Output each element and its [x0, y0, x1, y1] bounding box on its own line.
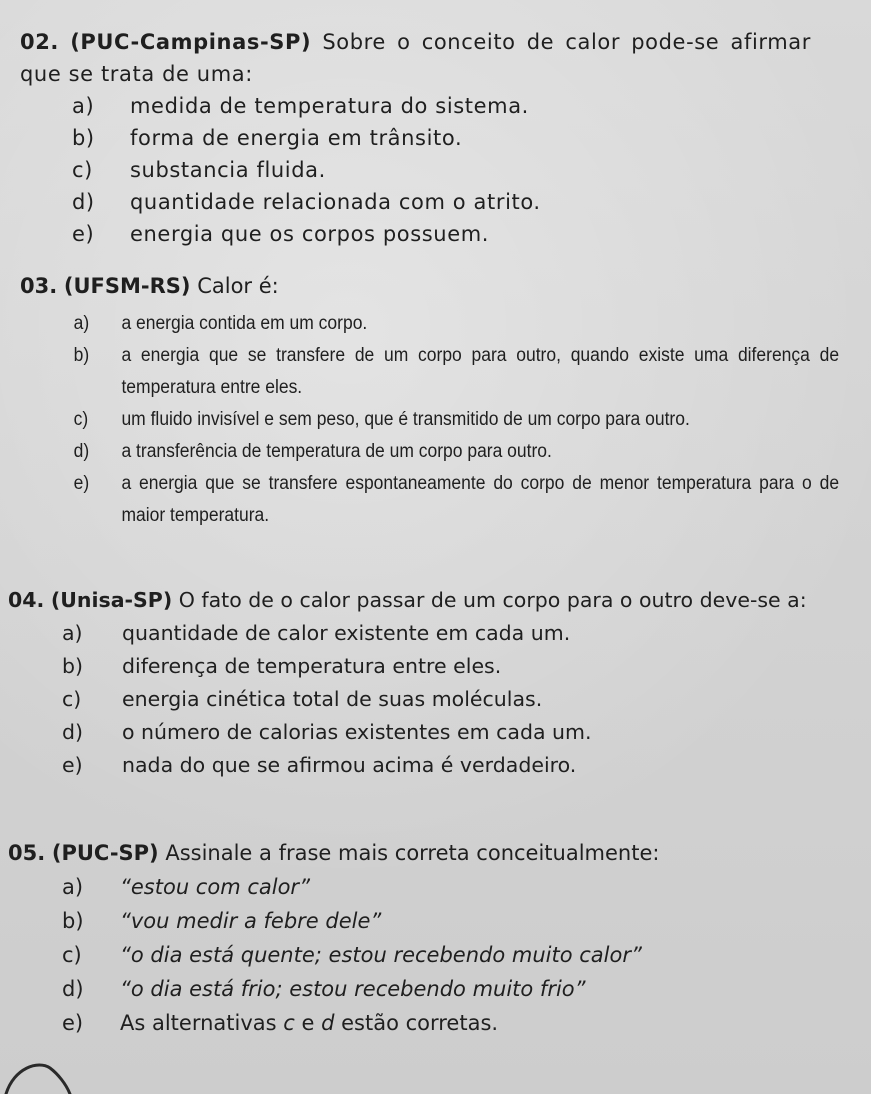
question-03: [0, 270, 871, 532]
option-a: [0, 308, 801, 340]
option-d: [0, 972, 871, 1006]
option-text: medida de temperatura do sistema.: [130, 94, 529, 118]
option-ref-d: d: [321, 1011, 335, 1035]
option-letter: a): [72, 94, 95, 118]
option-letter: b): [73, 345, 90, 366]
option-letter: c): [72, 158, 93, 182]
option-b: [0, 340, 840, 404]
option-c: [0, 683, 871, 716]
question-source: (PUC-SP): [51, 841, 159, 865]
option-letter: b): [72, 126, 95, 150]
option-text: quantidade relacionada com o atrito.: [130, 190, 541, 214]
option-e: [0, 1006, 871, 1040]
option-text-part: estão corretas.: [334, 1011, 499, 1035]
question-03-stem: [0, 270, 871, 302]
option-letter: e): [62, 1011, 84, 1035]
option-ref-c: c: [283, 1011, 295, 1035]
question-number: 04.: [8, 588, 45, 612]
partial-diagram-arc: [0, 1058, 90, 1094]
option-a: [0, 870, 871, 904]
question-number: 02.: [20, 30, 60, 54]
option-letter: d): [73, 441, 90, 462]
question-text: Sobre o conceito de calor pode-se afirmar que se trata de uma:: [20, 30, 811, 86]
question-text: Calor é:: [190, 274, 279, 298]
option-text: forma de energia em trânsito.: [130, 126, 463, 150]
option-letter: b): [62, 654, 84, 678]
option-text-part: As alternativas: [120, 1011, 284, 1035]
option-d: [0, 716, 871, 749]
option-letter: b): [62, 909, 84, 933]
question-02-stem: [0, 26, 871, 90]
option-a: [0, 617, 871, 650]
option-text: “o dia está quente; estou recebendo muito calor”: [120, 943, 642, 967]
option-text: a energia que se transfere espontaneamente do corpo de menor temperatura para o de maior temperatura.: [121, 473, 840, 526]
option-text: um fluido invisível e sem peso, que é transmitido de um corpo para outro.: [121, 409, 690, 430]
option-letter: e): [62, 753, 83, 777]
option-d: [0, 436, 801, 468]
option-b: [0, 122, 871, 154]
option-text-part: e: [294, 1011, 322, 1035]
question-source: (PUC-Campinas-SP): [70, 30, 312, 54]
option-c: [0, 404, 801, 436]
option-text: a energia contida em um corpo.: [121, 313, 368, 334]
option-letter: d): [62, 977, 84, 1001]
question-source: (UFSM-RS): [63, 274, 191, 298]
option-text: substancia fluida.: [130, 158, 326, 182]
question-text: O fato de o calor passar de um corpo para o outro deve-se a:: [172, 588, 807, 612]
option-a: [0, 90, 871, 122]
option-text: diferença de temperatura entre eles.: [122, 654, 502, 678]
option-b: [0, 904, 871, 938]
option-letter: a): [73, 313, 90, 334]
question-04: [0, 584, 871, 782]
question-05: [0, 836, 871, 1040]
option-c: [0, 154, 871, 186]
option-text: “vou medir a febre dele”: [120, 909, 382, 933]
option-letter: d): [62, 720, 84, 744]
option-text: “estou com calor”: [120, 875, 310, 899]
option-text: “o dia está frio; estou recebendo muito frio”: [120, 977, 586, 1001]
option-text: energia que os corpos possuem.: [130, 222, 490, 246]
option-text: o número de calorias existentes em cada um.: [122, 720, 592, 744]
option-text: a transferência de temperatura de um corpo para outro.: [121, 441, 552, 462]
question-04-stem: [0, 584, 871, 617]
option-e: [0, 749, 871, 782]
option-letter: c): [62, 687, 82, 711]
option-text: nada do que se afirmou acima é verdadeiro.: [122, 753, 577, 777]
question-text: Assinale a frase mais correta conceitualmente:: [158, 841, 660, 865]
option-text: energia cinética total de suas moléculas.: [122, 687, 543, 711]
option-d: [0, 186, 871, 218]
option-letter: a): [62, 875, 84, 899]
option-text: a energia que se transfere de um corpo para outro, quando existe uma diferença de temperatura entre eles.: [121, 345, 840, 398]
question-number: 03.: [20, 274, 58, 298]
option-c: [0, 938, 871, 972]
option-b: [0, 650, 871, 683]
question-05-stem: [0, 836, 871, 870]
option-letter: c): [73, 409, 89, 430]
option-text: [120, 1011, 498, 1035]
option-e: [0, 218, 871, 250]
question-source: (Unisa-SP): [50, 588, 173, 612]
question-number: 05.: [8, 841, 46, 865]
question-02: [0, 26, 871, 250]
option-letter: e): [72, 222, 95, 246]
option-letter: a): [62, 621, 83, 645]
option-e: [0, 468, 840, 532]
option-text: quantidade de calor existente em cada um.: [122, 621, 571, 645]
option-letter: c): [62, 943, 82, 967]
option-letter: d): [72, 190, 95, 214]
option-letter: e): [73, 473, 90, 494]
